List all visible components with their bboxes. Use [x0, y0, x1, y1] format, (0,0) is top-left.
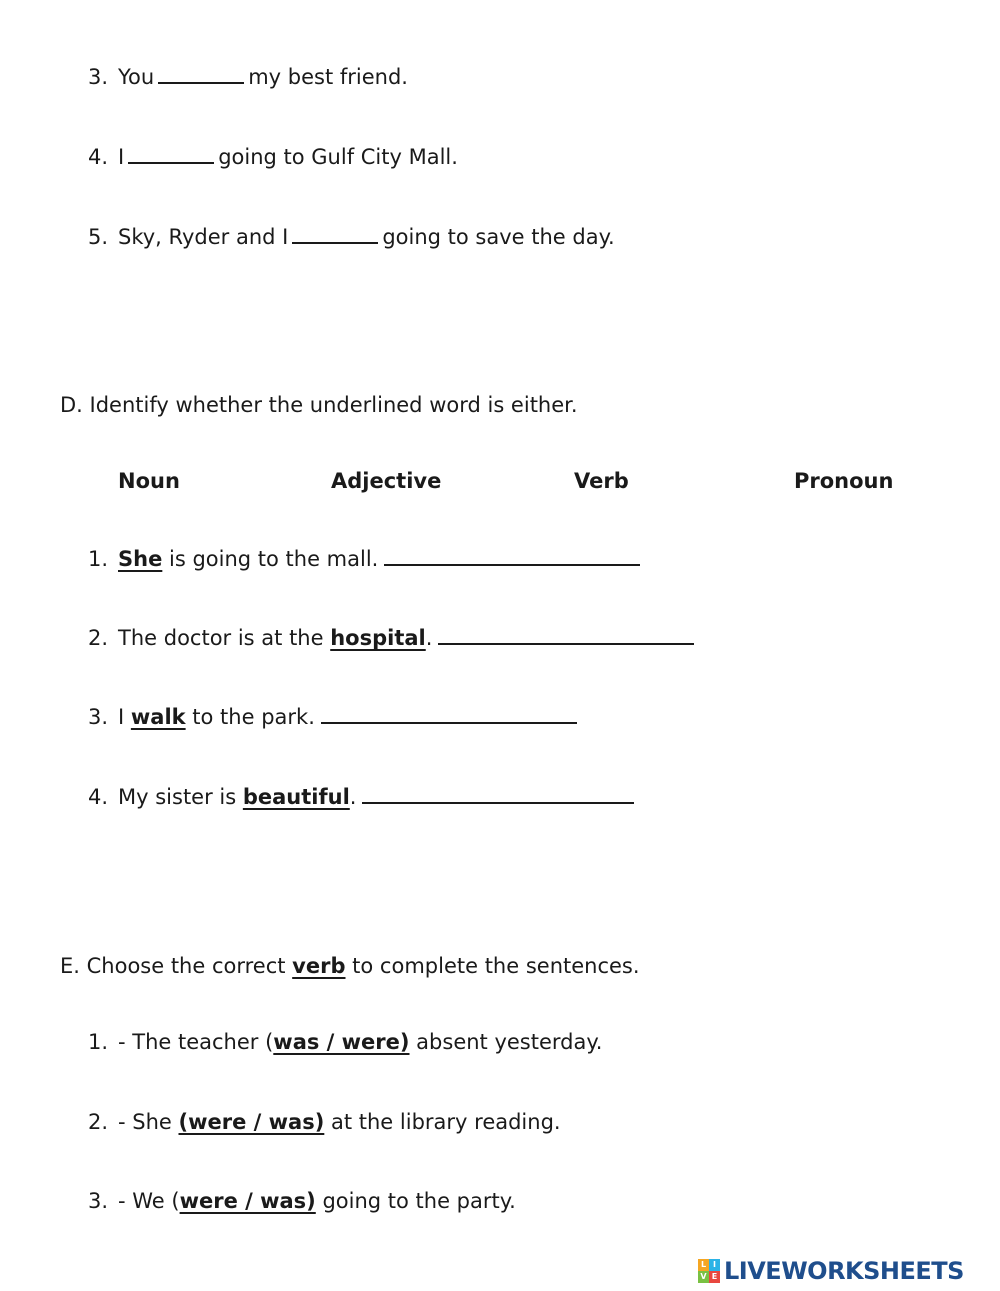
liveworksheets-logo	[698, 1256, 964, 1286]
item-number: 3.	[88, 1189, 109, 1213]
sentence-start: I	[118, 145, 125, 169]
identify-item-2	[88, 623, 694, 652]
logo-letter-e: E	[709, 1271, 720, 1283]
sentence-end: my best friend.	[248, 65, 408, 89]
category-noun: Noun	[118, 469, 180, 493]
answer-blank[interactable]	[384, 544, 640, 566]
logo-letter-i: I	[709, 1259, 720, 1271]
logo-mark-icon	[698, 1259, 720, 1283]
verb-choice-item-3	[88, 1187, 516, 1215]
sentence-start: The doctor is at the	[118, 626, 331, 650]
sentence-start: - We (	[118, 1189, 180, 1213]
item-number: 2.	[88, 1110, 109, 1134]
underlined-word: She	[118, 547, 163, 571]
category-pronoun: Pronoun	[794, 469, 894, 493]
item-number: 1.	[88, 1030, 109, 1054]
sentence-end: absent yesterday.	[409, 1030, 603, 1054]
logo-text: LIVEWORKSHEETS	[724, 1257, 964, 1285]
answer-blank[interactable]	[158, 62, 244, 84]
fill-blank-item-4	[88, 142, 458, 171]
verb-options[interactable]: was / were)	[273, 1030, 410, 1054]
item-number: 2.	[88, 626, 109, 650]
sentence-end: going to Gulf City Mall.	[218, 145, 458, 169]
verb-choice-item-2	[88, 1108, 561, 1136]
answer-blank[interactable]	[321, 702, 577, 724]
answer-blank[interactable]	[128, 142, 214, 164]
verb-options[interactable]: (were / was)	[178, 1110, 325, 1134]
sentence-end: .	[425, 626, 433, 650]
identify-item-4	[88, 782, 634, 811]
underlined-word: hospital	[330, 626, 426, 650]
sentence-start: You	[118, 65, 155, 89]
identify-item-3	[88, 702, 577, 731]
sentence-start: - She	[118, 1110, 179, 1134]
item-number: 3.	[88, 705, 109, 729]
item-number: 4.	[88, 785, 109, 809]
sentence-end: .	[349, 785, 357, 809]
identify-item-1	[88, 544, 640, 573]
sentence-end: at the library reading.	[324, 1110, 561, 1134]
item-number: 5.	[88, 225, 109, 249]
logo-letter-v: V	[698, 1271, 709, 1283]
item-number: 3.	[88, 65, 109, 89]
answer-blank[interactable]	[438, 623, 694, 645]
answer-blank[interactable]	[362, 782, 634, 804]
sentence-end: going to save the day.	[382, 225, 615, 249]
category-adjective: Adjective	[331, 469, 442, 493]
logo-letter-l: L	[698, 1259, 709, 1271]
sentence-start: - The teacher (	[118, 1030, 274, 1054]
verb-choice-item-1	[88, 1028, 602, 1056]
section-d-instruction: D. Identify whether the underlined word is either.	[60, 393, 578, 417]
sentence-end: to the park.	[185, 705, 315, 729]
item-number: 4.	[88, 145, 109, 169]
item-number: 1.	[88, 547, 109, 571]
underlined-word: beautiful	[242, 785, 350, 809]
instruction-start: E. Choose the correct	[60, 954, 293, 978]
instruction-end: to complete the sentences.	[345, 954, 640, 978]
sentence-start: I	[118, 705, 131, 729]
sentence-end: going to the party.	[315, 1189, 516, 1213]
sentence-start: My sister is	[118, 785, 243, 809]
sentence-end: is going to the mall.	[162, 547, 379, 571]
fill-blank-item-5	[88, 222, 615, 251]
section-e-instruction	[60, 952, 640, 980]
underlined-word: walk	[130, 705, 186, 729]
sentence-start: Sky, Ryder and I	[118, 225, 289, 249]
category-verb: Verb	[574, 469, 629, 493]
answer-blank[interactable]	[292, 222, 378, 244]
instruction-underlined-word: verb	[292, 954, 346, 978]
fill-blank-item-3	[88, 62, 408, 91]
verb-options[interactable]: were / was)	[179, 1189, 316, 1213]
